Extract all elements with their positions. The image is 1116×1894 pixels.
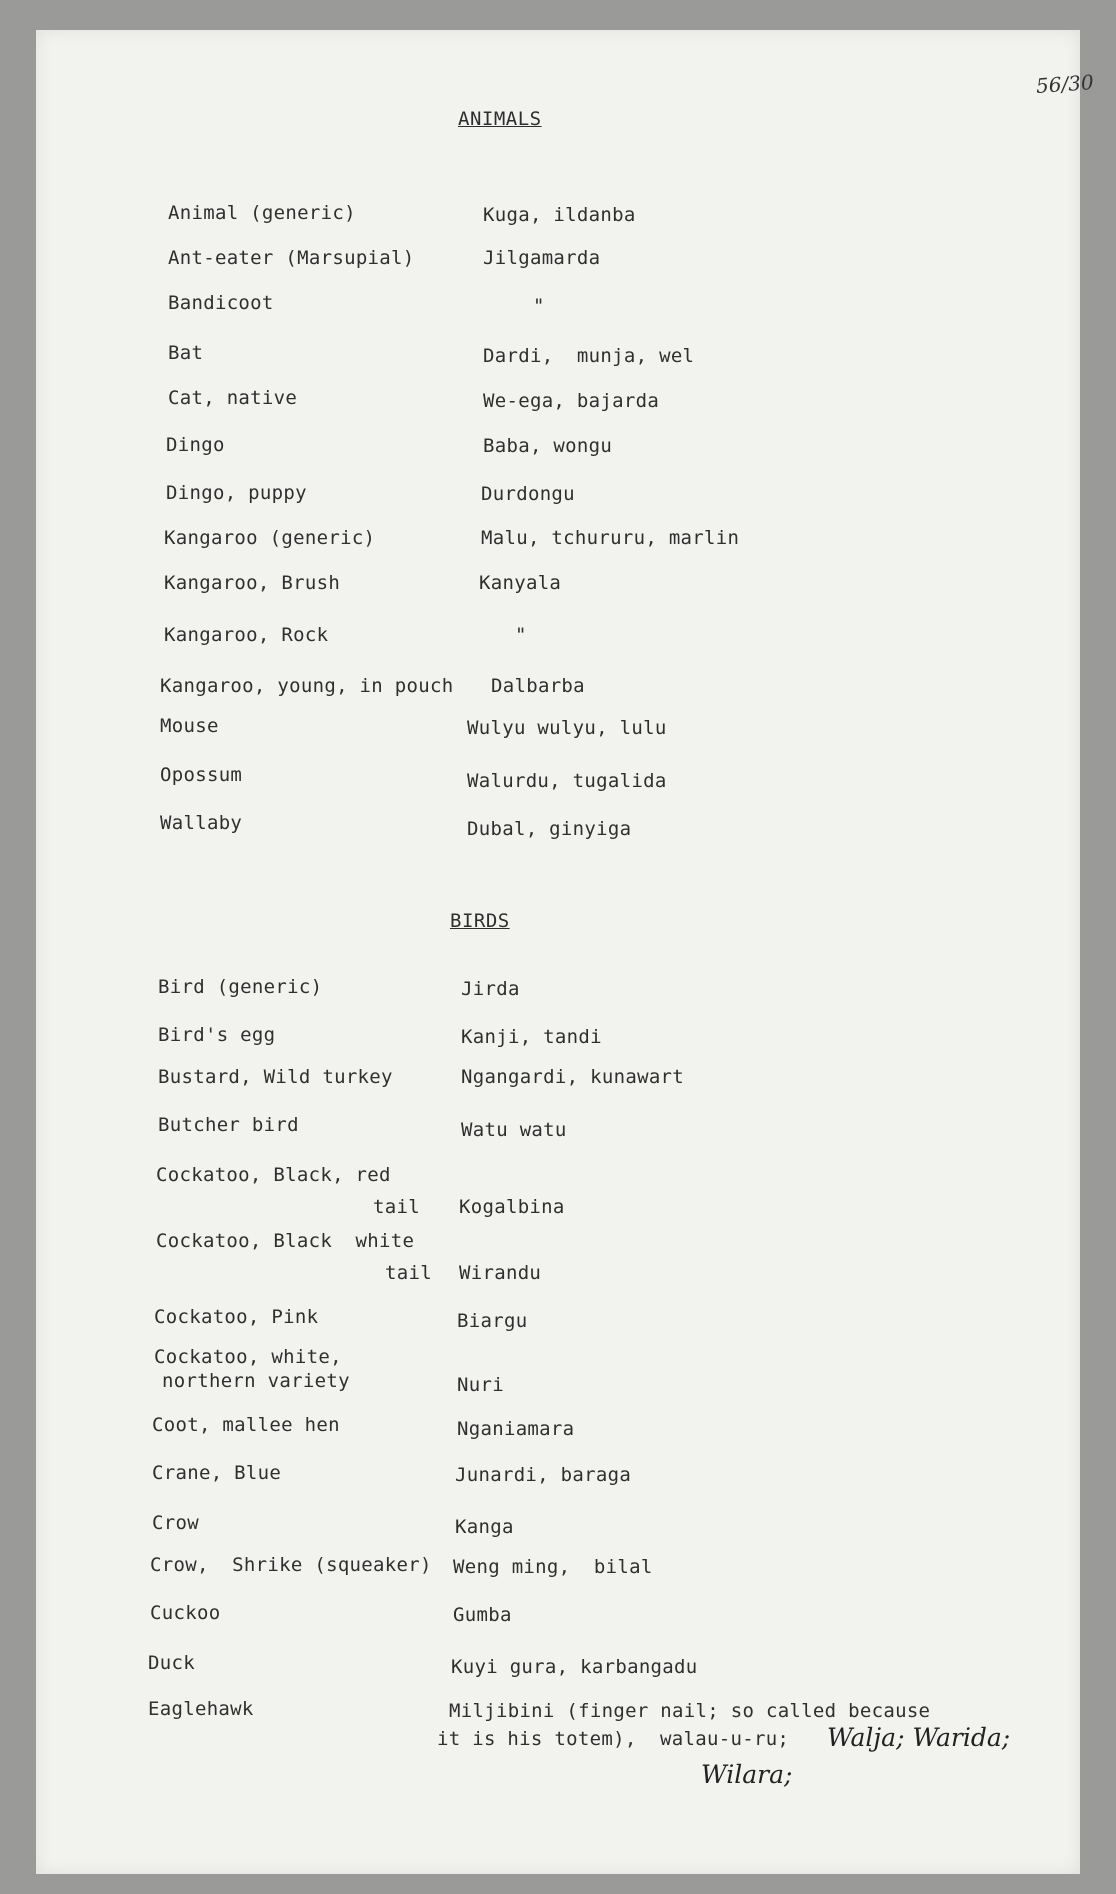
- bird-native: Junardi, baraga: [455, 1464, 632, 1486]
- animal-english: Dingo, puppy: [166, 482, 307, 504]
- animal-english: Kangaroo, Rock: [164, 624, 329, 646]
- section-heading-animals: ANIMALS: [458, 108, 542, 130]
- bird-native: Wirandu: [459, 1262, 542, 1284]
- animal-native: Dalbarba: [491, 675, 585, 697]
- animal-native: Jilgamarda: [483, 247, 601, 269]
- animal-native: Dubal, ginyiga: [467, 818, 632, 840]
- animal-native: Baba, wongu: [483, 435, 613, 457]
- bird-english: Bustard, Wild turkey: [158, 1066, 393, 1088]
- bird-english-cont: northern variety: [162, 1370, 350, 1392]
- bird-english: Butcher bird: [158, 1114, 299, 1136]
- bird-english: Cockatoo, Pink: [154, 1306, 319, 1328]
- bird-english: Cockatoo, Black, red: [156, 1164, 391, 1186]
- animal-native: Kanyala: [479, 572, 562, 594]
- bird-english: Cockatoo, Black white: [156, 1230, 415, 1252]
- bird-english: Bird (generic): [158, 976, 323, 998]
- animal-native: Wulyu wulyu, lulu: [467, 717, 667, 739]
- bird-english: Crow: [152, 1512, 199, 1534]
- animal-native: ": [515, 624, 527, 646]
- handwritten-annotation: Walja; Warida;: [827, 1723, 1011, 1752]
- bird-native: Ngangardi, kunawart: [461, 1066, 685, 1088]
- bird-native: Jirda: [461, 978, 520, 1000]
- bird-native: Kanga: [455, 1516, 514, 1538]
- bird-english: Cockatoo, white,: [154, 1346, 342, 1368]
- animal-native: Durdongu: [481, 483, 575, 505]
- animal-english: Bandicoot: [168, 292, 274, 314]
- bird-native: Watu watu: [461, 1119, 567, 1141]
- animal-english: Cat, native: [168, 387, 298, 409]
- bird-english: Eaglehawk: [148, 1698, 254, 1720]
- bird-native: Weng ming, bilal: [453, 1556, 653, 1578]
- animal-native: Malu, tchururu, marlin: [481, 527, 740, 549]
- bird-native: Kanji, tandi: [461, 1026, 602, 1048]
- animal-english: Kangaroo, Brush: [164, 572, 341, 594]
- bird-native: Biargu: [457, 1310, 528, 1332]
- bird-native: Kogalbina: [459, 1196, 565, 1218]
- animal-native: Dardi, munja, wel: [483, 345, 695, 367]
- animal-english: Animal (generic): [168, 202, 356, 224]
- page-number: 56/30: [1035, 70, 1095, 98]
- animal-english: Wallaby: [160, 812, 243, 834]
- bird-native: Nganiamara: [457, 1418, 575, 1440]
- bird-english: Duck: [148, 1652, 195, 1674]
- bird-native-cont: it is his totem), walau-u-ru;: [437, 1728, 790, 1750]
- animal-native: ": [533, 295, 545, 317]
- document-page: [36, 30, 1095, 1874]
- animal-native: Kuga, ildanba: [483, 204, 636, 226]
- bird-english: Crane, Blue: [152, 1462, 282, 1484]
- bird-english: Coot, mallee hen: [152, 1414, 340, 1436]
- bird-english-cont: tail: [385, 1262, 432, 1284]
- bird-english: Bird's egg: [158, 1024, 276, 1046]
- bird-native: Gumba: [453, 1604, 512, 1626]
- bird-english: Cuckoo: [150, 1602, 221, 1624]
- animal-native: Walurdu, tugalida: [467, 770, 667, 792]
- animal-english: Kangaroo, young, in pouch: [160, 675, 454, 697]
- bird-native: Nuri: [457, 1374, 504, 1396]
- animal-english: Kangaroo (generic): [164, 527, 376, 549]
- animal-english: Opossum: [160, 764, 243, 786]
- handwritten-annotation: Wilara;: [701, 1760, 793, 1789]
- bird-native: Kuyi gura, karbangadu: [451, 1656, 698, 1678]
- animal-english: Dingo: [166, 434, 225, 456]
- animal-english: Mouse: [160, 715, 219, 737]
- bird-native: Miljibini (finger nail; so called because: [449, 1700, 931, 1722]
- animal-native: We-ega, bajarda: [483, 390, 660, 412]
- section-heading-birds: BIRDS: [450, 910, 510, 932]
- animal-english: Ant-eater (Marsupial): [168, 247, 415, 269]
- bird-english: Crow, Shrike (squeaker): [150, 1554, 432, 1576]
- animal-english: Bat: [168, 342, 204, 364]
- bird-english-cont: tail: [373, 1196, 420, 1218]
